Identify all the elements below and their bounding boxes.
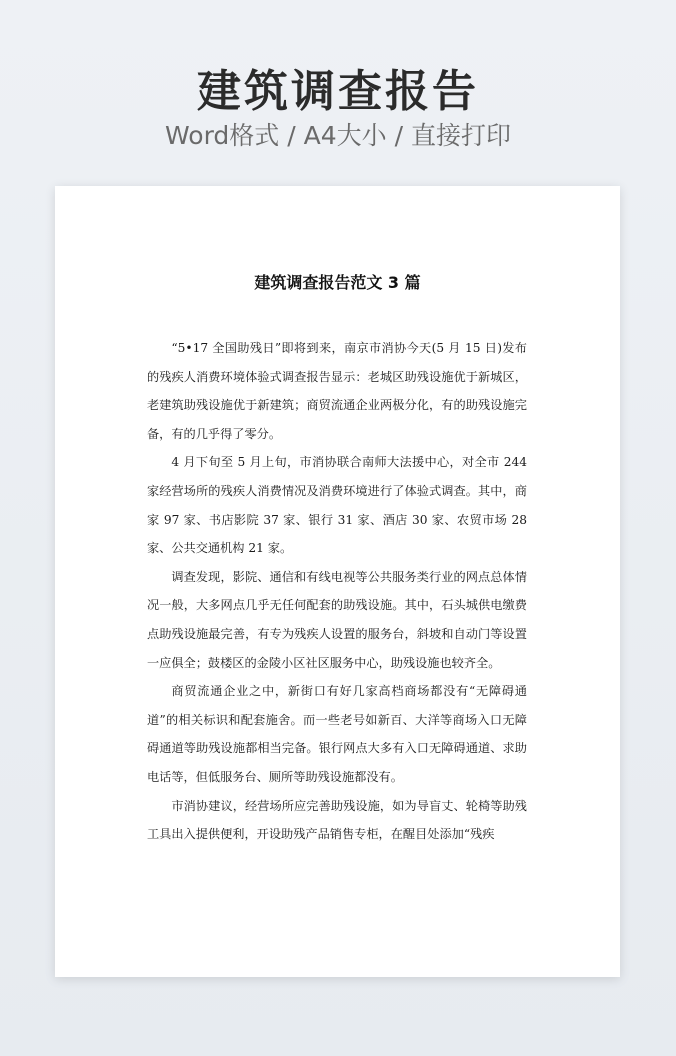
document-page	[55, 186, 620, 977]
paragraph: 4 月下旬至 5 月上旬，市消协联合南师大法援中心，对全市 244 家经营场所的残疾人消费情况及消费环境进行了体验式调查。其中，商家 97 家、书店影院 37 家、银行 31 家、酒店 30 家、农贸市场 28 家、公共交通机构 21 家。	[147, 455, 527, 556]
paragraph: “5•17 全国助残日”即将到来，南京市消协今天(5 月 15 日)发布的残疾人消费环境体验式调查报告显示：老城区助残设施优于新城区，老建筑助残设施优于新建筑；商贸流通企业两极分化，有的助残设施完备，有的几乎得了零分。	[147, 341, 527, 441]
paragraph: 调查发现，影院、通信和有线电视等公共服务类行业的网点总体情况一般，大多网点几乎无任何配套的助残设施。其中，石头城供电缴费点助残设施最完善，有专为残疾人设置的服务台，斜坡和自动门等设置一应俱全；鼓楼区的金陵小区社区服务中心，助残设施也较齐全。	[147, 569, 527, 670]
banner-subtitle: Word格式 / A4大小 / 直接打印	[165, 121, 511, 150]
document-title: 建筑调查报告范文 3 篇	[254, 273, 421, 292]
document-body	[147, 334, 527, 849]
paragraph: 市消协建议，经营场所应完善助残设施，如为导盲丈、轮椅等助残工具出入提供便利，开设助残产品销售专柜，在醒目处添加“残疾	[147, 798, 527, 842]
banner-title: 建筑调查报告	[197, 66, 479, 117]
paragraph: 商贸流通企业之中，新街口有好几家高档商场都没有“无障碍通道”的相关标识和配套施舍。而一些老号如新百、大洋等商场入口无障碍通道等助残设施都相当完备。银行网点大多有入口无障碍通道、求助电话等，但低服务台、厕所等助残设施都没有。	[147, 684, 527, 784]
